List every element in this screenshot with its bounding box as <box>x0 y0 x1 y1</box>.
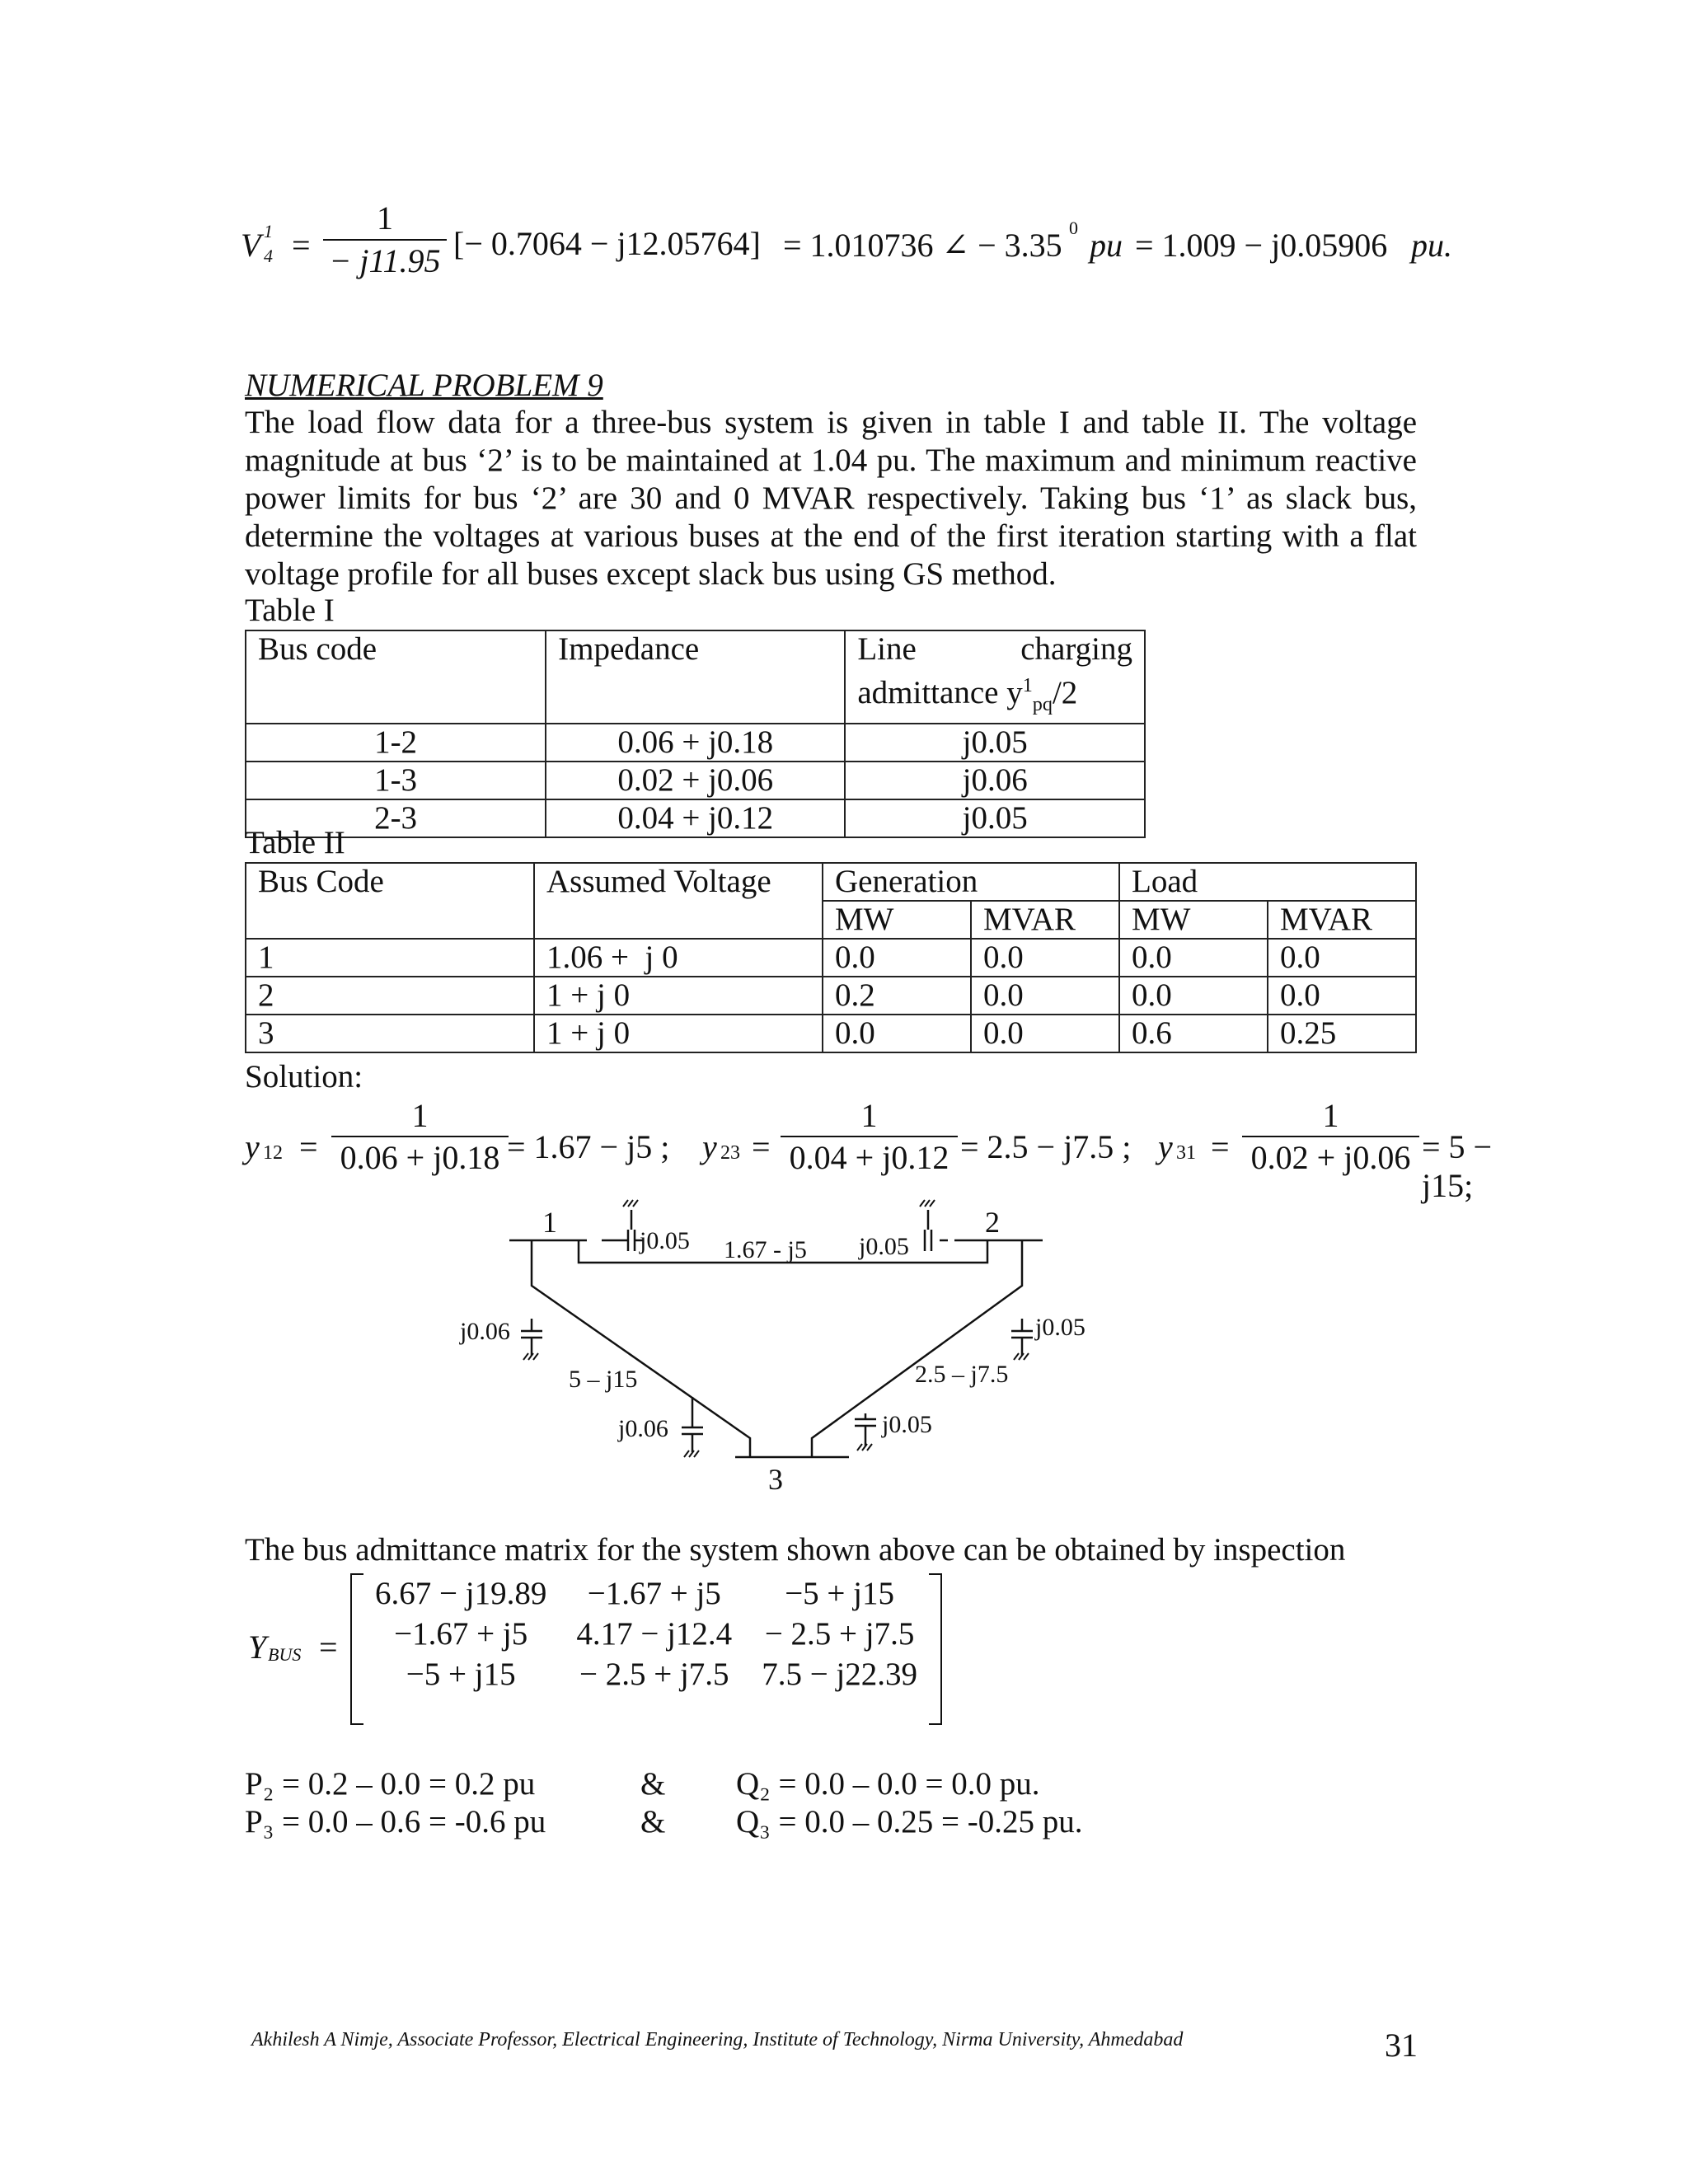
top-equation <box>241 198 1452 297</box>
table-cell: 0.06 + j0.18 <box>546 724 845 762</box>
bus-1-label: 1 <box>542 1206 557 1239</box>
v4-subscript: 4 <box>264 246 273 266</box>
q3-line: Q₃ = 0.0 – 0.25 = -0.25 pu. <box>736 1804 1083 1840</box>
v4-superscript: 1 <box>264 221 273 241</box>
admittance-equations <box>245 1096 1547 1203</box>
fraction-denominator: − j11.95 <box>329 242 441 279</box>
footer-credit: Akhilesh A Nimje, Associate Professor, Electrical Engineering, Institute of Technology, Nirma University, Ahmedabad <box>251 2029 1184 2050</box>
table-cell: 0.0 <box>823 939 971 977</box>
table2-subheader-cell: MW <box>823 901 971 939</box>
problem-paragraph <box>245 404 1417 593</box>
table-cell: 0.25 <box>1268 1015 1416 1052</box>
ybus-subscript: BUS <box>268 1644 302 1665</box>
ampersand: & <box>640 1804 666 1840</box>
p2-line: P₂ = 0.2 – 0.0 = 0.2 pu <box>245 1766 536 1802</box>
table-row <box>246 939 1416 977</box>
table1-header-cell: Impedance <box>546 630 845 724</box>
y23-fraction <box>781 1096 958 1179</box>
table-cell: 0.04 + j0.12 <box>546 799 845 837</box>
v4-var: V <box>241 227 261 264</box>
three-bus-network-diagram <box>445 1195 1088 1508</box>
y12-sub: 12 <box>263 1142 283 1164</box>
matrix-cell: 4.17 − j12.4 <box>576 1616 733 1652</box>
fraction-numerator: 1 <box>411 1097 429 1134</box>
table-cell: 0.0 <box>971 977 1119 1015</box>
table-cell: 0.0 <box>1268 939 1416 977</box>
y31-fraction <box>1242 1096 1419 1179</box>
table2-header-cell: Assumed Voltage <box>534 863 823 939</box>
equals: = <box>752 1128 771 1165</box>
table1-header-row <box>246 630 1145 724</box>
matrix-row <box>360 1654 932 1694</box>
table2-header-cell: Generation <box>823 863 1119 901</box>
table2 <box>245 862 1417 1053</box>
table-cell: 1-2 <box>246 724 546 762</box>
table-cell: 0.02 + j0.06 <box>546 762 845 799</box>
table-cell: 1.06 + j 0 <box>534 939 823 977</box>
unit-pu: pu <box>1090 227 1123 264</box>
charging-header-line2: admittance y <box>857 675 1023 710</box>
table-cell: 1 + j 0 <box>534 977 823 1015</box>
y12-fraction <box>331 1096 509 1179</box>
problem-heading: NUMERICAL PROBLEM 9 <box>245 368 603 403</box>
matrix-cell: − 2.5 + j7.5 <box>579 1657 729 1692</box>
table-cell: 1-3 <box>246 762 546 799</box>
charging-header-line1-left: Line <box>857 631 917 667</box>
table-cell: 3 <box>246 1015 534 1052</box>
table-cell: j0.06 <box>845 762 1145 799</box>
ampersand: & <box>640 1766 666 1802</box>
table2-caption: Table II <box>245 825 345 860</box>
cap-3-right-label: j0.05 <box>882 1411 932 1438</box>
y31-var: y <box>1158 1128 1173 1165</box>
matrix-cell: −5 + j15 <box>785 1576 895 1611</box>
fraction-denominator: 0.04 + j0.12 <box>789 1139 950 1176</box>
ybus-matrix-equation <box>245 1570 945 1727</box>
table2-subheader-cell: MW <box>1119 901 1268 939</box>
page-number: 31 <box>1385 2027 1418 2064</box>
y23-var: y <box>702 1128 717 1165</box>
p3-line: P₃ = 0.0 – 0.6 = -0.6 pu <box>245 1804 546 1840</box>
line-2-3-label: 2.5 – j7.5 <box>915 1361 1009 1388</box>
cap-2-right-label: j0.05 <box>1035 1314 1085 1341</box>
fraction-numerator: 1 <box>377 199 393 237</box>
fraction-denominator: 0.02 + j0.06 <box>1250 1139 1411 1176</box>
fraction <box>323 198 447 282</box>
q2-line: Q₂ = 0.0 – 0.0 = 0.0 pu. <box>736 1766 1040 1802</box>
table-cell: 0.0 <box>1119 977 1268 1015</box>
cap-1-top-label: j0.05 <box>640 1227 690 1254</box>
solution-label: Solution: <box>245 1059 363 1094</box>
matrix-cell: − 2.5 + j7.5 <box>764 1616 915 1652</box>
problem-text: The load flow data for a three-bus system is given in table I and table II. The voltage magnitude at bus ‘2’ is to be maintained at 1.04 pu. The maximum and minimum reactive power limits for bus ‘2’ are 30 and 0 MVAR respectively. Taking bus ‘1’ as slack bus, determine the voltages at various buses at the end of the first iteration starting with a flat voltage profile for all buses except slack bus using GS method. <box>245 405 1417 592</box>
table-cell: 2 <box>246 977 534 1015</box>
y31-result: = 5 − j15; <box>1422 1128 1493 1204</box>
matrix-intro: The bus admittance matrix for the system shown above can be obtained by inspection <box>245 1532 1346 1568</box>
matrix-cell: 7.5 − j22.39 <box>762 1657 918 1692</box>
equals: = <box>292 227 311 264</box>
table2-subheader-cell: MVAR <box>971 901 1119 939</box>
table-cell: 0.0 <box>1119 939 1268 977</box>
table1-header-cell-charging <box>845 630 1145 724</box>
equals: = <box>319 1629 338 1666</box>
matrix-cell: −5 + j15 <box>406 1657 516 1692</box>
table-cell: j0.05 <box>845 724 1145 762</box>
table-cell: 0.0 <box>823 1015 971 1052</box>
line-1-2-label: 1.67 - j5 <box>724 1236 807 1263</box>
equals: = <box>299 1128 318 1165</box>
charging-suffix: /2 <box>1052 675 1078 710</box>
table2-header-cell: Load <box>1119 863 1416 901</box>
table-row <box>246 799 1145 837</box>
table2-header-cell: Bus Code <box>246 863 534 939</box>
table-cell: 0.0 <box>971 1015 1119 1052</box>
table-cell: 0.0 <box>1268 977 1416 1015</box>
unit-pu-2: pu. <box>1411 227 1452 264</box>
table1-header-cell: Bus code <box>246 630 546 724</box>
charging-sub: pq <box>1032 692 1053 715</box>
ground-icon <box>623 1200 638 1207</box>
y12-result: = 1.67 − j5 ; <box>507 1128 670 1165</box>
y31-sub: 31 <box>1176 1142 1196 1164</box>
y12-var: y <box>245 1128 260 1165</box>
matrix-row <box>360 1614 932 1654</box>
charging-sup: 1 <box>1022 674 1033 696</box>
cap-3-left-label: j0.06 <box>618 1415 668 1442</box>
table-cell: 0.6 <box>1119 1015 1268 1052</box>
table-cell: 0.0 <box>971 939 1119 977</box>
table-cell: 1 <box>246 939 534 977</box>
table-cell: 2-3 <box>246 799 546 837</box>
matrix-grid <box>360 1573 932 1694</box>
v4-symbol <box>241 226 260 265</box>
cap-1-left-label: j0.06 <box>460 1318 510 1345</box>
table2-header-row <box>246 863 1416 901</box>
table-cell: 1 + j 0 <box>534 1015 823 1052</box>
table-row <box>246 977 1416 1015</box>
table-row <box>246 724 1145 762</box>
bus-3-label: 3 <box>768 1463 783 1496</box>
table2-subheader-cell: MVAR <box>1268 901 1416 939</box>
charging-header-line1-right: charging <box>1020 631 1132 667</box>
equals: = <box>1211 1128 1230 1165</box>
matrix-cell: 6.67 − j19.89 <box>375 1576 547 1611</box>
y23-sub: 23 <box>720 1142 740 1164</box>
cap-2-top-label: j0.05 <box>859 1233 909 1260</box>
ybus-label: Y <box>248 1629 267 1666</box>
matrix-row <box>360 1573 932 1614</box>
table-row <box>246 762 1145 799</box>
table1-caption: Table I <box>245 593 335 628</box>
polar-result: = 1.010736 ∠ − 3.35 <box>783 227 1062 264</box>
ground-icon <box>920 1200 935 1207</box>
line-1-3-label: 5 – j15 <box>569 1366 638 1393</box>
degree-superscript: 0 <box>1069 218 1078 238</box>
fraction-numerator: 1 <box>860 1097 878 1134</box>
y23-result: = 2.5 − j7.5 ; <box>960 1128 1132 1165</box>
fraction-denominator: 0.06 + j0.18 <box>340 1139 500 1176</box>
matrix-cell: −1.67 + j5 <box>394 1616 528 1652</box>
matrix-cell: −1.67 + j5 <box>587 1576 721 1611</box>
bracket-expression: [− 0.7064 − j12.05764] <box>453 225 761 262</box>
table1 <box>245 630 1146 838</box>
rect-result: = 1.009 − j0.05906 <box>1135 227 1388 264</box>
fraction-numerator: 1 <box>1322 1097 1339 1134</box>
table-cell: j0.05 <box>845 799 1145 837</box>
table-row <box>246 1015 1416 1052</box>
table-cell: 0.2 <box>823 977 971 1015</box>
bus-2-label: 2 <box>985 1206 1000 1239</box>
